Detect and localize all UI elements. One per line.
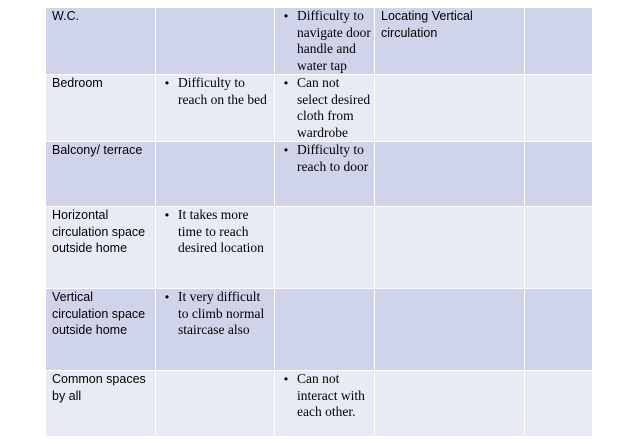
issue-text: Can not interact with each other. [297,371,365,419]
issue-text: Difficulty to reach on the bed [178,75,267,107]
table-row [46,289,593,371]
bullet-item [275,75,374,141]
bullet-icon: • [164,76,170,90]
table-row [46,75,593,142]
row-label-cell [46,75,156,142]
table-cell [375,371,525,437]
table-cell [156,371,275,437]
issue-text: It takes more time to reach desired location [178,207,264,255]
table-cell [525,371,593,437]
row-label: W.C. [52,9,80,23]
row-label-cell [46,8,156,75]
table-row [46,207,593,289]
table-cell [275,371,375,437]
bullet-icon: • [164,290,170,304]
bullet-item [156,207,274,257]
bullet-item [275,8,374,74]
table-cell [275,289,375,371]
table-cell [375,289,525,371]
row-label: Bedroom [52,76,103,90]
row-label-cell [46,142,156,207]
row-label: Horizontal circulation space outside home [52,208,146,255]
table-cell [156,75,275,142]
row-label-cell [46,207,156,289]
table-row [46,8,593,75]
bullet-icon: • [283,143,289,157]
bullet-icon: • [283,372,289,386]
bullet-item [275,142,374,175]
table-cell [156,8,275,75]
data-table [45,7,593,437]
table-cell [375,207,525,289]
table-row [46,371,593,437]
table-cell [275,8,375,75]
table-cell [156,289,275,371]
table-cell [525,289,593,371]
bullet-icon: • [283,9,289,23]
bullet-item [275,371,374,421]
table-cell [275,75,375,142]
table-cell [525,207,593,289]
table-cell [375,142,525,207]
table-cell [156,142,275,207]
issue-text: It very difficult to climb normal staircase also [178,289,265,337]
table-cell [156,207,275,289]
bullet-item [156,289,274,339]
issue-text: Difficulty to navigate door handle and water tap [297,8,371,73]
issue-text: Can not select desired cloth from wardrobe [297,75,371,140]
bullet-item [156,75,274,108]
bullet-icon: • [164,208,170,222]
table-cell [375,8,525,75]
row-label: Balcony/ terrace [52,143,143,157]
table-cell [275,142,375,207]
table-cell [525,75,593,142]
table-cell [375,75,525,142]
cell-text: Locating Vertical circulation [381,9,473,40]
issue-text: Difficulty to reach to door [297,142,369,174]
table-cell [525,8,593,75]
row-label-cell [46,371,156,437]
row-label: Vertical circulation space outside home [52,290,146,337]
row-label: Common spaces by all [52,372,146,403]
table-cell [275,207,375,289]
table-row [46,142,593,207]
table-cell [525,142,593,207]
row-label-cell [46,289,156,371]
bullet-icon: • [283,76,289,90]
